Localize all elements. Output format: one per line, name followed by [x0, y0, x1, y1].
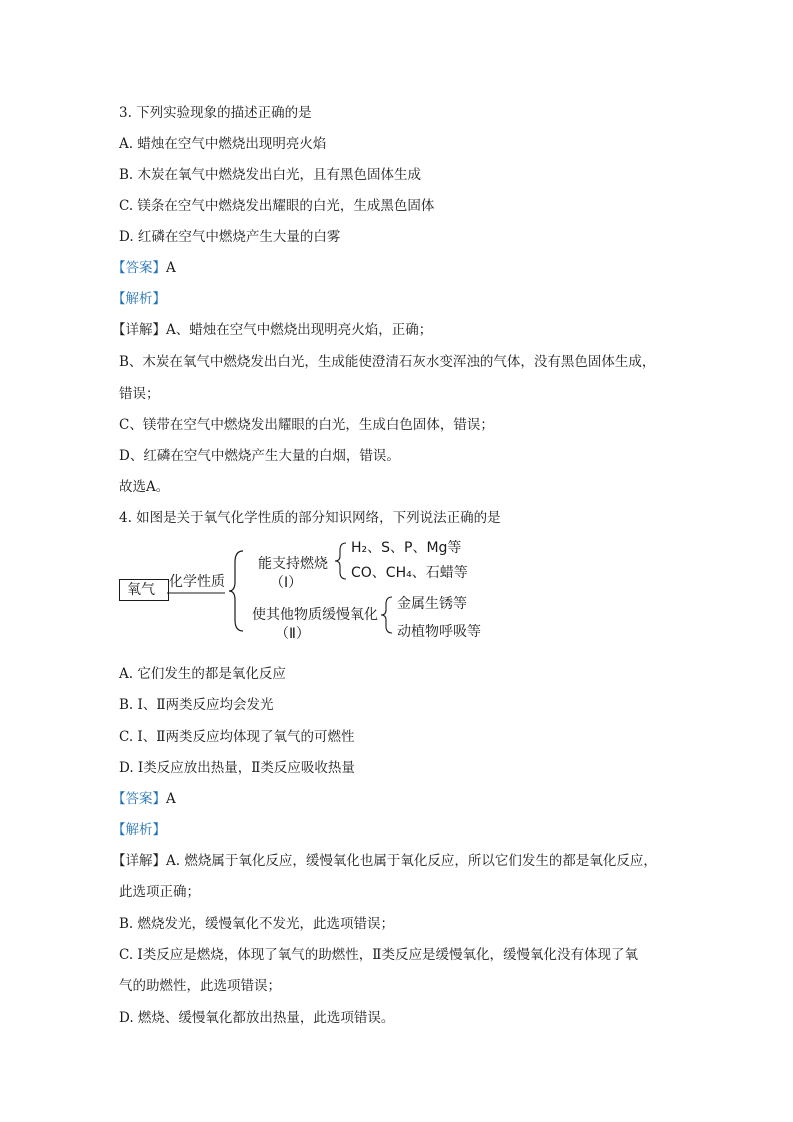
- q4-detail-line: C. Ⅰ类反应是燃烧，体现了氧气的助燃性，Ⅱ类反应是缓慢氧化，缓慢氧化没有体现了氧: [119, 947, 638, 963]
- property-label: 化学性质: [169, 574, 225, 590]
- q4-option-b: B. Ⅰ、Ⅱ两类反应均会发光: [119, 697, 274, 713]
- knowledge-network-diagram: [115, 538, 535, 648]
- q4-option-d: D. Ⅰ类反应放出热量，Ⅱ类反应吸收热量: [119, 760, 355, 776]
- answer-tag: 【答案】: [112, 791, 166, 807]
- detail-tag: 【详解】: [112, 322, 166, 338]
- q4-detail-line: D. 燃烧、缓慢氧化都放出热量，此选项错误。: [119, 1010, 395, 1026]
- detail-tag: 【详解】: [112, 853, 166, 869]
- q3-detail-line: [112, 321, 432, 339]
- q3-stem: 3. 下列实验现象的描述正确的是: [119, 105, 312, 121]
- q3-detail-line: B、木炭在氧气中燃烧发出白光，生成能使澄清石灰水变浑浊的气体，没有黑色固体生成，: [119, 354, 656, 370]
- detail-text: A、蜡烛在空气中燃烧出现明亮火焰，正确；: [166, 322, 433, 338]
- q3-detail-line: 错误；: [119, 386, 160, 402]
- branch2-brace-icon: [380, 596, 394, 634]
- q4-detail-line: [112, 852, 657, 870]
- q3-detail-line: D、红磷在空气中燃烧产生大量的白烟，错误。: [119, 448, 400, 464]
- q4-detail-line: 此选项正确；: [119, 884, 200, 900]
- q3-answer: [112, 259, 176, 277]
- branch2-label: 使其他物质缓慢氧化: [252, 607, 378, 623]
- branch1-label: 能支持燃烧: [258, 556, 328, 572]
- q3-option-c: C. 镁条在空气中燃烧发出耀眼的白光，生成黑色固体: [119, 198, 435, 214]
- q3-detail-line: 故选A。: [119, 479, 170, 495]
- root-label: 氧气: [127, 582, 155, 598]
- branch2-number: （Ⅱ）: [275, 626, 310, 642]
- main-brace-icon: [228, 550, 248, 632]
- branch1-item1: H₂、S、P、Mg等: [351, 540, 462, 556]
- answer-tag: 【答案】: [112, 260, 166, 276]
- q3-option-d: D. 红磷在空气中燃烧产生大量的白雾: [119, 229, 341, 245]
- branch1-number: （Ⅰ）: [270, 575, 303, 591]
- q4-option-c: C. Ⅰ、Ⅱ两类反应均体现了氧气的可燃性: [119, 729, 355, 745]
- q4-detail-line: 气的助燃性，此选项错误；: [119, 978, 281, 994]
- q3-detail-line: C、镁带在空气中燃烧发出耀眼的白光，生成白色固体，错误；: [119, 417, 494, 433]
- branch1-item2: CO、CH₄、石蜡等: [351, 565, 468, 581]
- underline: [167, 592, 227, 596]
- q4-detail-line: B. 燃烧发光，缓慢氧化不发光，此选项错误；: [119, 916, 395, 932]
- branch2-item2: 动植物呼吸等: [397, 624, 481, 640]
- q4-option-a: A. 它们发生的都是氧化反应: [119, 666, 286, 682]
- q3-option-b: B. 木炭在氧气中燃烧发出白光，且有黑色固体生成: [119, 167, 422, 183]
- q4-answer: [112, 790, 176, 808]
- branch1-brace-icon: [334, 542, 348, 580]
- branch2-item1: 金属生锈等: [397, 596, 467, 612]
- answer-value: A: [166, 791, 176, 807]
- detail-text: A. 燃烧属于氧化反应，缓慢氧化也属于氧化反应，所以它们发生的都是氧化反应，: [166, 853, 657, 869]
- q3-analysis-tag: 【解析】: [112, 291, 166, 307]
- q3-option-a: A. 蜡烛在空气中燃烧出现明亮火焰: [119, 136, 327, 152]
- q4-stem: 4. 如图是关于氧气化学性质的部分知识网络，下列说法正确的是: [119, 510, 501, 526]
- q4-analysis-tag: 【解析】: [112, 822, 166, 838]
- answer-value: A: [166, 260, 176, 276]
